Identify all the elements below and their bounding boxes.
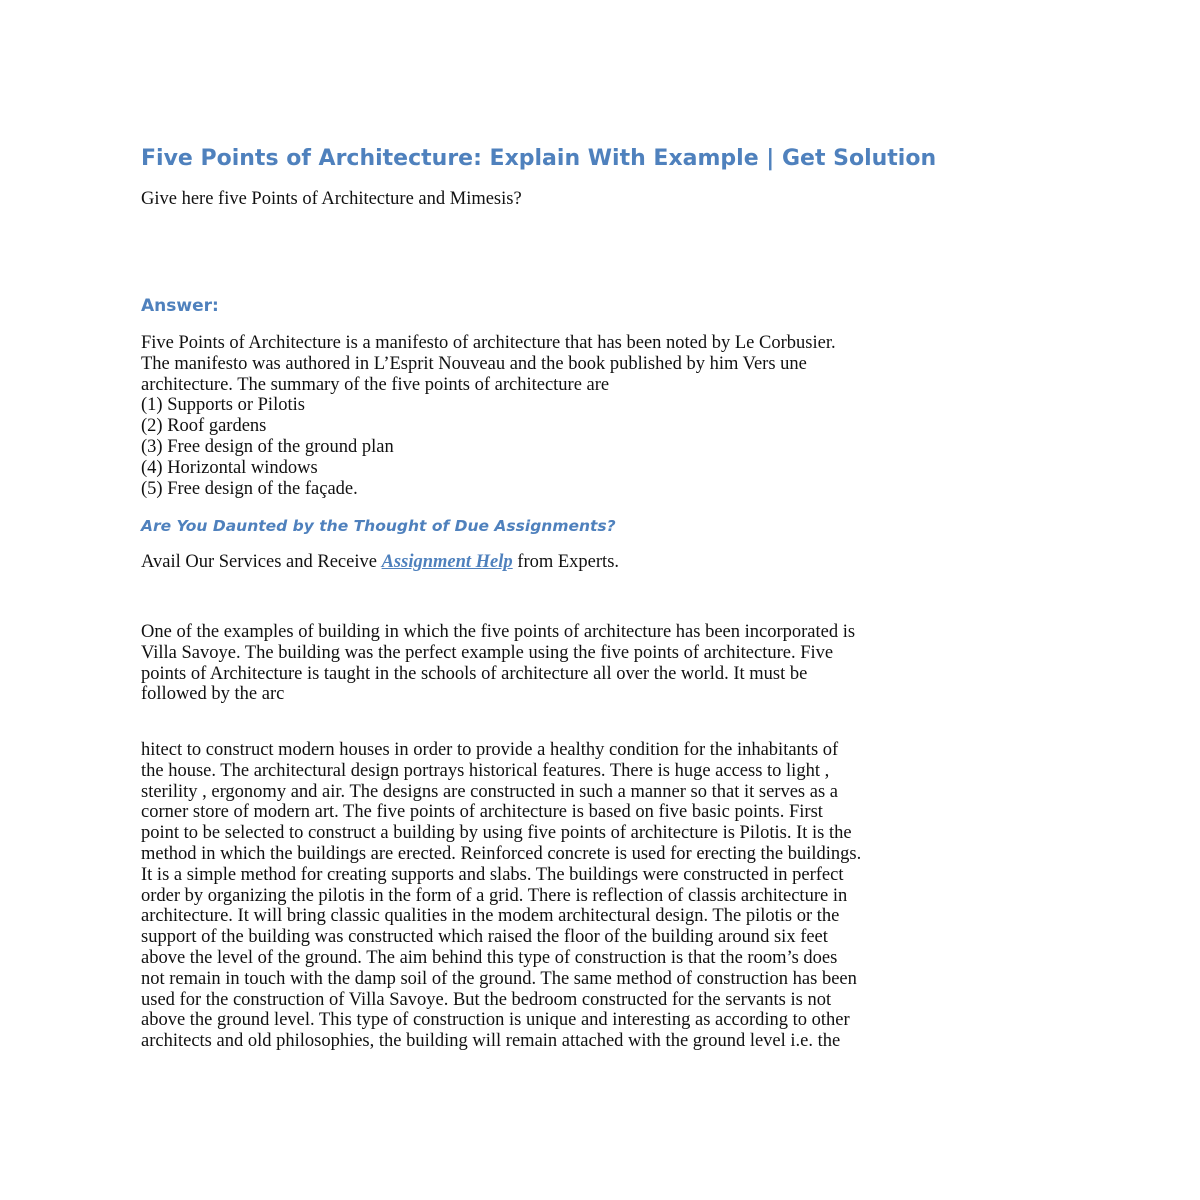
intro-paragraph xyxy=(141,333,1071,395)
intro-line: Five Points of Architecture is a manifesto of architecture that has been noted by Le Corbusier. xyxy=(141,333,836,353)
list-item: (1) Supports or Pilotis xyxy=(141,395,305,416)
promo-text xyxy=(141,552,619,573)
page-title: Five Points of Architecture: Explain With Example | Get Solution xyxy=(141,146,937,171)
assignment-help-link[interactable]: Assignment Help xyxy=(381,552,513,572)
document-page xyxy=(141,0,1071,1200)
body-line: above the ground level. This type of construction is unique and interesting as according to other xyxy=(141,1010,850,1031)
body-line: order by organizing the pilotis in the form of a grid. There is reflection of classis architecture in xyxy=(141,885,848,906)
body-line: hitect to construct modern houses in order to provide a healthy condition for the inhabitants of xyxy=(141,740,839,760)
body-line: used for the construction of Villa Savoye. But the bedroom constructed for the servants is not xyxy=(141,989,832,1010)
example-line: Villa Savoye. The building was the perfect example using the five points of architecture. Five xyxy=(141,642,834,663)
promo-heading: Are You Daunted by the Thought of Due Assignments? xyxy=(141,517,616,535)
body-line: not remain in touch with the damp soil of the ground. The same method of construction has been xyxy=(141,968,857,989)
body-line: above the level of the ground. The aim behind this type of construction is that the room’s does xyxy=(141,947,838,968)
body-line: architects and old philosophies, the building will remain attached with the ground level i.e. the xyxy=(141,1031,841,1052)
answer-section xyxy=(141,333,1071,499)
body-line: method in which the buildings are erected. Reinforced concrete is used for erecting the buildings. xyxy=(141,843,862,864)
five-points-list xyxy=(141,395,1071,499)
answer-heading: Answer: xyxy=(141,296,219,316)
body-line: sterility , ergonomy and air. The designs are constructed in such a manner so that it serves as a xyxy=(141,781,838,802)
continuation-paragraph xyxy=(141,740,1071,1052)
body-line: the house. The architectural design portrays historical features. There is huge access to light , xyxy=(141,760,830,781)
promo-text-before: Avail Our Services and Receive xyxy=(141,552,382,572)
promo-text-after: from Experts. xyxy=(512,552,620,572)
intro-line: The manifesto was authored in L’Esprit Nouveau and the book published by him Vers une xyxy=(141,353,807,374)
example-line: points of Architecture is taught in the schools of architecture all over the world. It must be xyxy=(141,663,808,684)
example-line: One of the examples of building in which the five points of architecture has been incorporated is xyxy=(141,622,856,642)
list-item: (2) Roof gardens xyxy=(141,416,267,437)
list-item: (4) Horizontal windows xyxy=(141,457,318,478)
body-line: It is a simple method for creating supports and slabs. The buildings were constructed in perfect xyxy=(141,864,844,885)
body-line: support of the building was constructed which raised the floor of the building around six feet xyxy=(141,927,828,948)
body-line: architecture. It will bring classic qualities in the modem architectural design. The pilotis or the xyxy=(141,906,840,927)
question-text: Give here five Points of Architecture and Mimesis? xyxy=(141,189,522,209)
body-line: corner store of modern art. The five points of architecture is based on five basic points. First xyxy=(141,802,823,823)
body-line: point to be selected to construct a building by using five points of architecture is Pilotis. It is the xyxy=(141,823,852,844)
list-item: (3) Free design of the ground plan xyxy=(141,436,394,457)
example-line: followed by the arc xyxy=(141,684,285,705)
example-paragraph xyxy=(141,622,1071,705)
intro-line: architecture. The summary of the five points of architecture are xyxy=(141,374,610,395)
list-item: (5) Free design of the façade. xyxy=(141,478,358,499)
